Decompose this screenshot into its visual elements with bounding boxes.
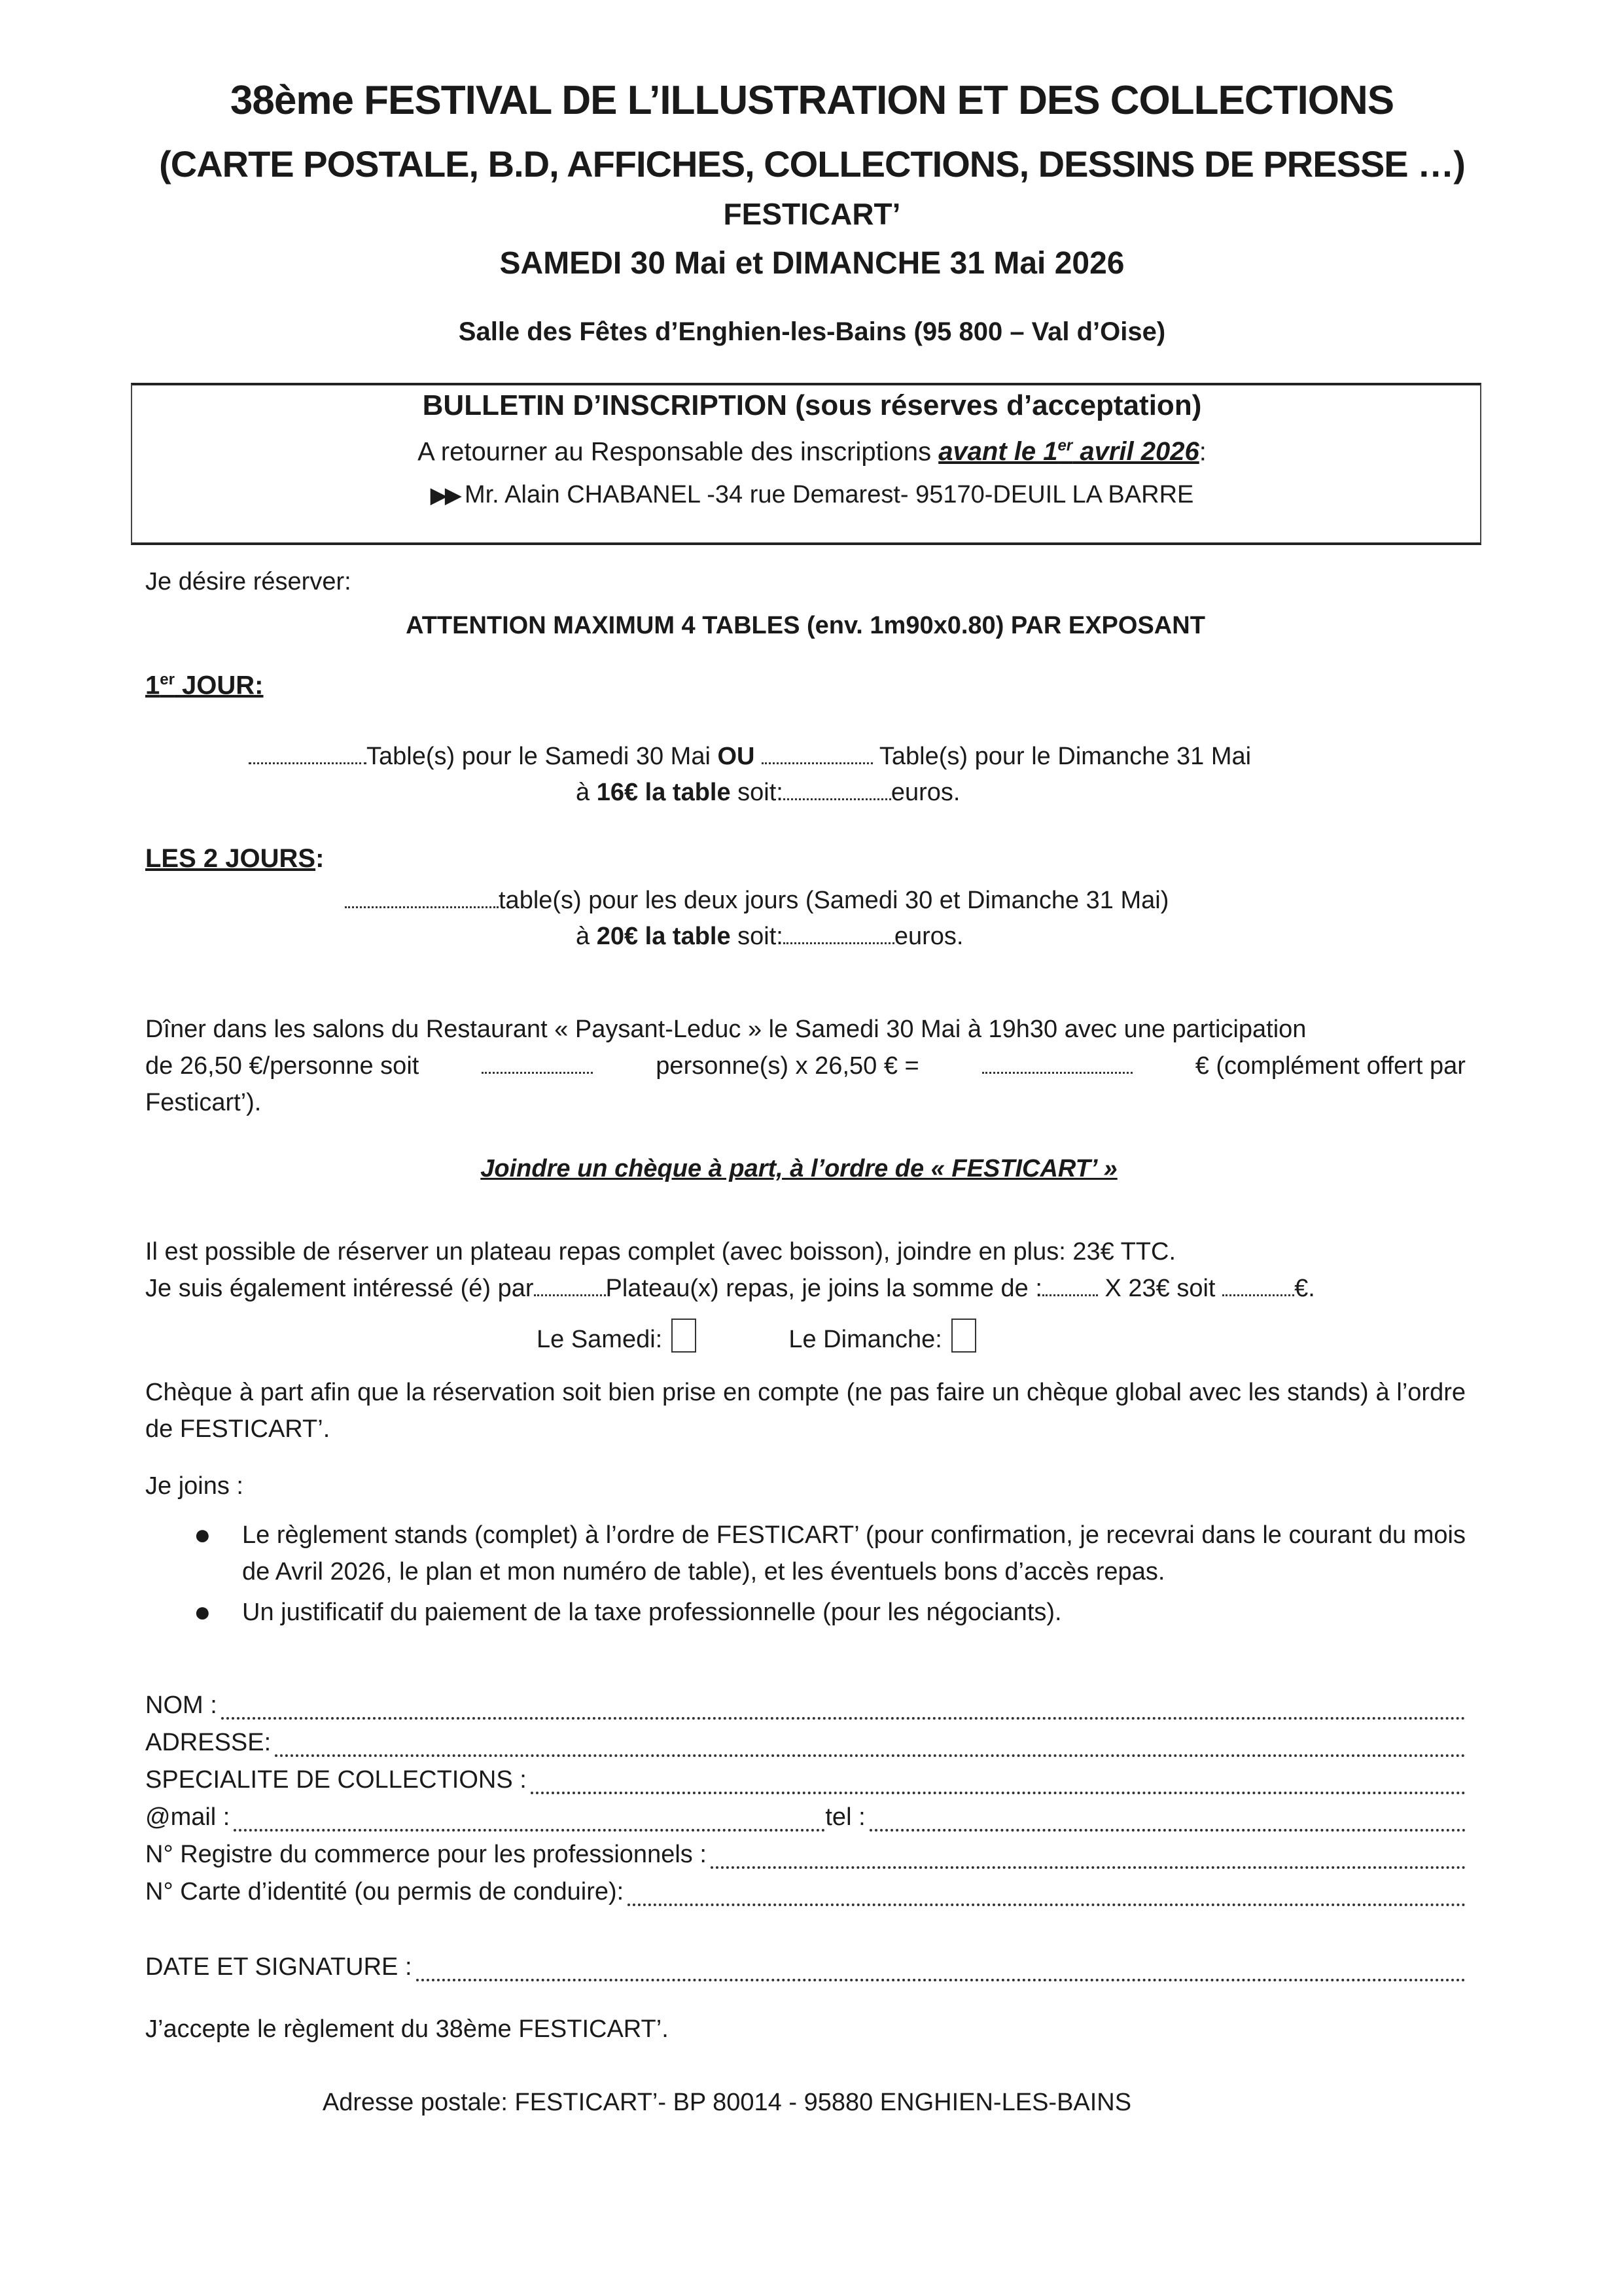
sunday-checkbox[interactable] — [951, 1319, 976, 1353]
dinner-persons-field[interactable] — [482, 1055, 593, 1074]
bulletin-return-line — [0, 437, 1624, 467]
festival-title: 38ème FESTIVAL DE L’ILLUSTRATION ET DES COLLECTIONS — [230, 78, 1394, 123]
dinner-line1: Dîner dans les salons du Restaurant « Paysant-Leduc » le Samedi 30 Mai à 19h30 avec une participation — [145, 1016, 1307, 1043]
saturday-tables-field[interactable] — [249, 745, 366, 764]
day2-text: table(s) pour les deux jours (Samedi 30 et Dimanche 31 Mai) — [499, 887, 1169, 914]
day1-total-field[interactable] — [783, 781, 891, 800]
day1-label-sup: er — [160, 671, 175, 688]
day2-line2 — [576, 923, 963, 951]
dinner-rate: de 26,50 €/personne soit — [145, 1052, 419, 1080]
saturday-label: Le Samedi: — [537, 1326, 663, 1353]
bullet-icon: ● — [194, 1519, 211, 1551]
nom-row — [145, 1692, 1466, 1720]
email-input[interactable] — [234, 1808, 825, 1832]
registre-input[interactable] — [711, 1845, 1466, 1869]
carte-label: N° Carte d’identité (ou permis de conduire): — [145, 1878, 624, 1905]
meal-tray-interest: Je suis également intéressé (é) par — [145, 1275, 534, 1302]
day2-soit: soit: — [730, 923, 783, 950]
day2-label — [145, 844, 324, 874]
day1-line2 — [576, 779, 960, 807]
nom-input[interactable] — [221, 1696, 1466, 1720]
day2-euros: euros. — [894, 923, 964, 950]
acceptance-text: J’accepte le règlement du 38ème FESTICART’. — [145, 2015, 669, 2043]
day2-price: 20€ la table — [596, 923, 731, 950]
meal-tray-total-field[interactable] — [1222, 1277, 1294, 1296]
registre-row — [145, 1841, 1466, 1869]
specialite-label: SPECIALITE DE COLLECTIONS : — [145, 1766, 527, 1794]
meal-tray-euro: €. — [1294, 1275, 1315, 1302]
meal-tray-line2 — [145, 1270, 1466, 1307]
attachments-list — [190, 1517, 1466, 1635]
day1-label — [145, 671, 264, 700]
dinner-line2 — [145, 1048, 1466, 1084]
contact-address: Mr. Alain CHABANEL -34 rue Demarest- 95170-DEUIL LA BARRE — [464, 481, 1194, 508]
meal-tray-price: X 23€ soit — [1097, 1275, 1223, 1302]
day2-label-colon: : — [315, 844, 325, 873]
day2-total-field[interactable] — [783, 925, 894, 944]
postal-address: Adresse postale: FESTICART’- BP 80014 - 95880 ENGHIEN-LES-BAINS — [322, 2089, 1132, 2116]
festival-venue: Salle des Fêtes d’Enghien-les-Bains (95 800 – Val d’Oise) — [458, 317, 1166, 346]
meal-tray-line1: Il est possible de réserver un plateau repas complet (avec boisson), joindre en plus: 23€ TTC. — [145, 1238, 1176, 1266]
day1-price-prefix: à — [576, 779, 597, 806]
specialite-input[interactable] — [531, 1771, 1466, 1794]
registre-label: N° Registre du commerce pour les professionnels : — [145, 1841, 707, 1868]
sunday-tables-field[interactable] — [762, 745, 873, 764]
deadline-prefix: avant le 1 — [938, 437, 1058, 467]
email-label: @mail : — [145, 1803, 230, 1831]
bulletin-contact-line — [0, 481, 1624, 509]
sunday-label: Le Dimanche: — [788, 1326, 942, 1353]
deadline — [938, 437, 1199, 466]
attachment-item — [190, 1517, 1466, 1590]
nom-label: NOM : — [145, 1692, 217, 1719]
saturday-checkbox[interactable] — [671, 1319, 696, 1353]
return-text: A retourner au Responsable des inscriptions — [417, 437, 939, 467]
day1-soit: soit: — [730, 779, 783, 806]
attachments-intro: Je joins : — [145, 1472, 243, 1500]
day1-euros: euros. — [891, 779, 961, 806]
tel-label: tel : — [825, 1803, 866, 1831]
both-days-tables-field[interactable] — [345, 889, 499, 908]
date-signature-row — [145, 1953, 1466, 1981]
adresse-label: ADRESSE: — [145, 1729, 272, 1756]
carte-input[interactable] — [627, 1883, 1466, 1906]
deadline-suffix: avril 2026 — [1072, 437, 1199, 467]
tel-input[interactable] — [870, 1808, 1466, 1832]
day2-line1 — [345, 887, 1169, 915]
adresse-row — [145, 1729, 1466, 1757]
dinner-line3: Festicart’). — [145, 1089, 262, 1116]
day1-or: OU — [717, 743, 755, 770]
day1-line1 — [249, 743, 1251, 771]
festival-brand: FESTICART’ — [723, 197, 901, 231]
deadline-sup: er — [1057, 437, 1073, 455]
separate-cheque-note: Chèque à part afin que la réservation soit bien prise en compte (ne pas faire un chèque global avec les stands) à l’ordre de FESTICART’. — [145, 1379, 1466, 1443]
bulletin-title: BULLETIN D’INSCRIPTION (sous réserves d’acceptation) — [422, 389, 1202, 421]
double-arrow-icon: ▶▶ — [430, 483, 459, 508]
day2-label-text: LES 2 JOURS — [145, 844, 316, 873]
day2-price-prefix: à — [576, 923, 597, 950]
meal-tray-sum-text: Plateau(x) repas, je joins la somme de : — [605, 1275, 1042, 1302]
festival-subtitle: (CARTE POSTALE, B.D, AFFICHES, COLLECTIONS, DESSINS DE PRESSE …) — [159, 143, 1465, 185]
dinner-formula: personne(s) x 26,50 € = — [656, 1052, 919, 1080]
attachment-text: Le règlement stands (complet) à l’ordre de FESTICART’ (pour confirmation, je recevrai dans le courant du mois de Avril 2026, le plan et mon numéro de table), et les éventuels bons d’accès repas. — [242, 1521, 1466, 1585]
attachment-item — [190, 1594, 1466, 1631]
day1-label-num: 1 — [145, 671, 160, 700]
deadline-colon: : — [1199, 437, 1207, 467]
table-limit-warning: ATTENTION MAXIMUM 4 TABLES (env. 1m90x0.80) PAR EXPOSANT — [406, 612, 1205, 639]
day1-label-text: JOUR: — [174, 671, 264, 700]
bullet-icon: ● — [194, 1596, 211, 1628]
date-signature-input[interactable] — [416, 1958, 1466, 1981]
dinner-total-field[interactable] — [982, 1055, 1133, 1074]
meal-day-choice — [537, 1319, 976, 1354]
reservation-intro: Je désire réserver: — [145, 568, 351, 595]
attachment-text: Un justificatif du paiement de la taxe professionnelle (pour les négociants). — [242, 1599, 1062, 1626]
specialite-row — [145, 1766, 1466, 1794]
day1-sunday-text: Table(s) pour le Dimanche 31 Mai — [873, 743, 1252, 770]
carte-row — [145, 1878, 1466, 1906]
day1-saturday-text: Table(s) pour le Samedi 30 Mai — [366, 743, 718, 770]
dinner-complement: € (complément offert par — [1195, 1052, 1466, 1080]
meal-tray-qty-field[interactable] — [1042, 1277, 1098, 1296]
meal-tray-count-field[interactable] — [534, 1277, 606, 1296]
cheque-note — [0, 1155, 1611, 1183]
day1-price: 16€ la table — [596, 779, 731, 806]
festival-dates: SAMEDI 30 Mai et DIMANCHE 31 Mai 2026 — [499, 246, 1125, 281]
adresse-input[interactable] — [275, 1733, 1466, 1757]
date-signature-label: DATE ET SIGNATURE : — [145, 1953, 412, 1981]
email-tel-row — [145, 1803, 1466, 1832]
cheque-note-text: Joindre un chèque à part, à l’ordre de « FESTICART’ » — [480, 1155, 1118, 1182]
